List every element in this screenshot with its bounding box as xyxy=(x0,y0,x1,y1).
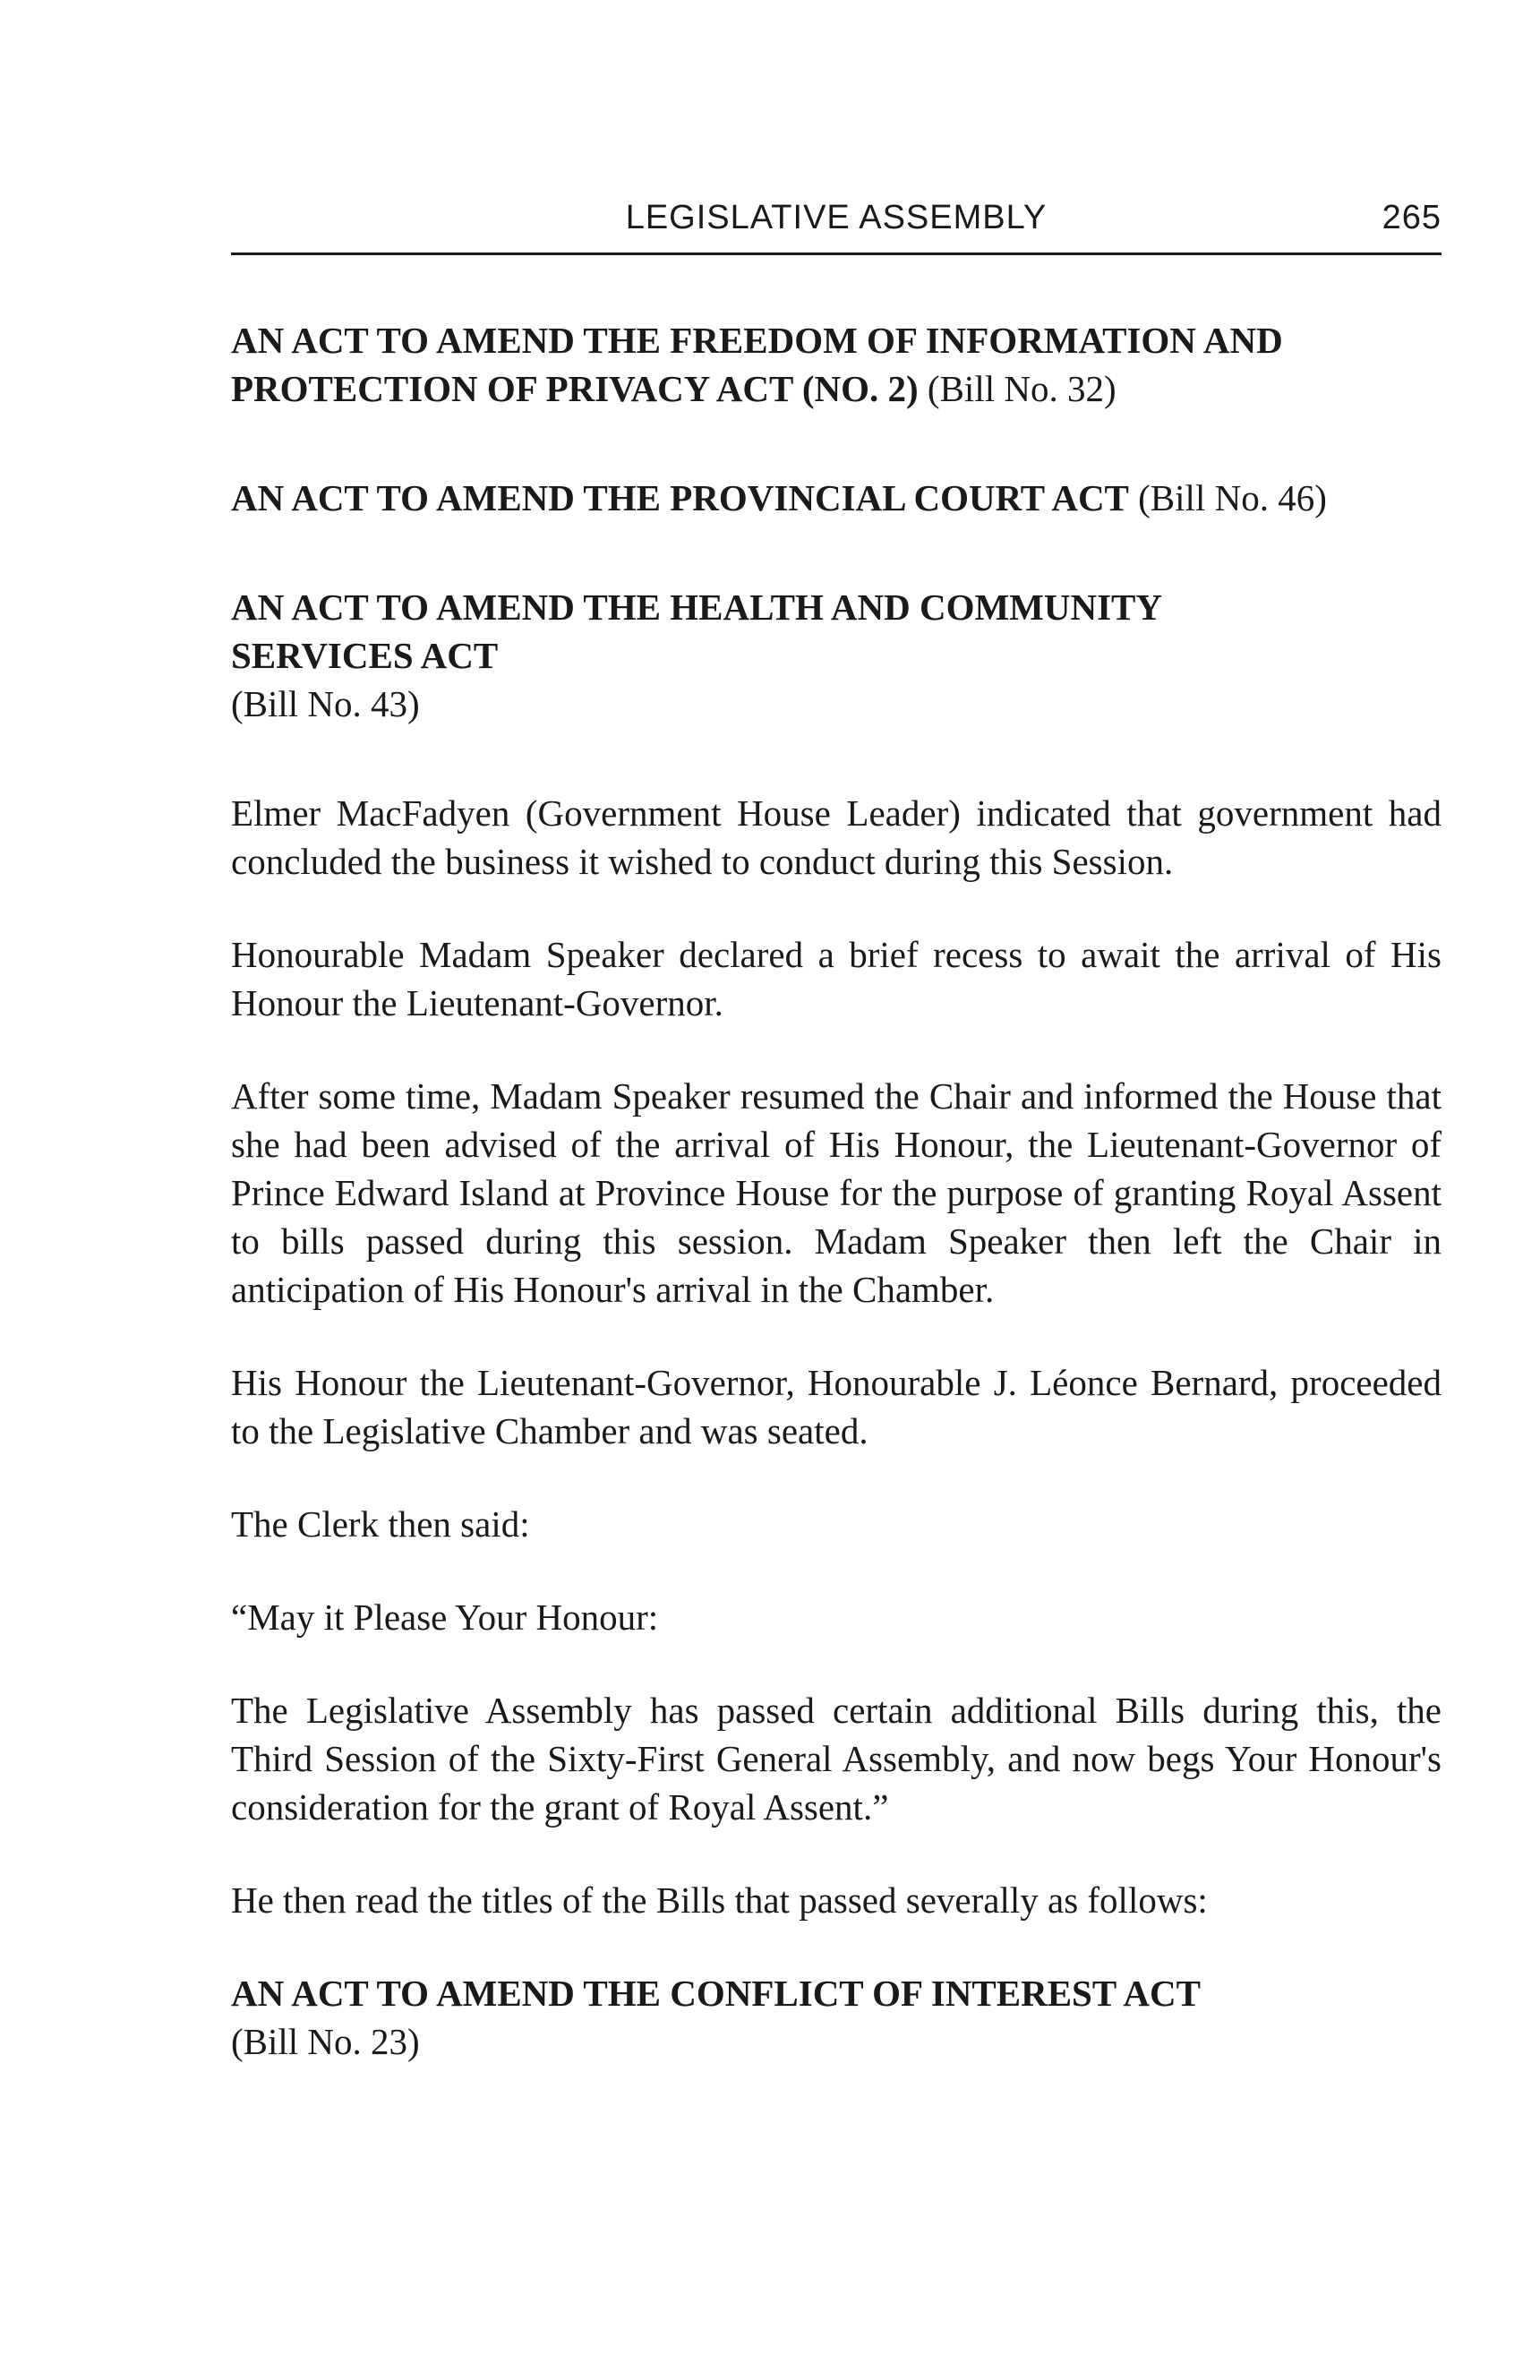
bill-entry xyxy=(231,316,1442,413)
bill-entry xyxy=(231,474,1442,522)
bill-number: (Bill No. 46) xyxy=(1138,477,1327,518)
bill-entry xyxy=(231,583,1442,728)
paragraph-resumed: After some time, Madam Speaker resumed the Chair and informed the House that she had been advised of the arrival of His Honour, the Lieutenant-Governor of Prince Edward Island at Province House for the purpose of granting Royal Assent to bills passed during this session. Madam Speaker then left the Chair in anticipation of His Honour's arrival in the Chamber. xyxy=(231,1075,1442,1310)
paragraph-may-it-please: “May it Please Your Honour: xyxy=(231,1597,659,1638)
bill-heading: SERVICES ACT xyxy=(231,635,499,676)
running-header xyxy=(231,195,1442,255)
header-title: LEGISLATIVE ASSEMBLY xyxy=(625,199,1048,236)
bill-entry xyxy=(231,1969,1442,2066)
bill-number: (Bill No. 43) xyxy=(231,683,420,724)
page-number: 265 xyxy=(1382,199,1442,236)
paragraph-house-leader: Elmer MacFadyen (Government House Leader) indicated that government had concluded the business it wished to conduct during this Session. xyxy=(231,792,1442,882)
bill-heading: AN ACT TO AMEND THE CONFLICT OF INTEREST ACT xyxy=(231,1973,1201,2014)
bill-number: (Bill No. 32) xyxy=(927,368,1116,409)
bill-heading: AN ACT TO AMEND THE HEALTH AND COMMUNITY xyxy=(231,586,1162,628)
paragraph-seated: His Honour the Lieutenant-Governor, Honourable J. Léonce Bernard, proceeded to the Legislative Chamber and was seated. xyxy=(231,1362,1442,1451)
bill-heading: PROTECTION OF PRIVACY ACT (NO. 2) xyxy=(231,368,919,409)
bill-heading: AN ACT TO AMEND THE PROVINCIAL COURT ACT xyxy=(231,477,1129,518)
paragraph-clerk-said: The Clerk then said: xyxy=(231,1503,530,1545)
paragraph-assembly-passed: The Legislative Assembly has passed certain additional Bills during this, the Third Session of the Sixty-First General Assembly, and now begs Your Honour's consideration for the grant of Royal Assent.” xyxy=(231,1690,1442,1828)
document-page xyxy=(231,195,1442,2066)
paragraph-recess: Honourable Madam Speaker declared a brief recess to await the arrival of His Honour the Lieutenant-Governor. xyxy=(231,934,1442,1023)
bill-number: (Bill No. 23) xyxy=(231,2021,420,2062)
paragraph-read-titles: He then read the titles of the Bills that passed severally as follows: xyxy=(231,1879,1208,1921)
bill-heading: AN ACT TO AMEND THE FREEDOM OF INFORMATION AND xyxy=(231,320,1283,361)
